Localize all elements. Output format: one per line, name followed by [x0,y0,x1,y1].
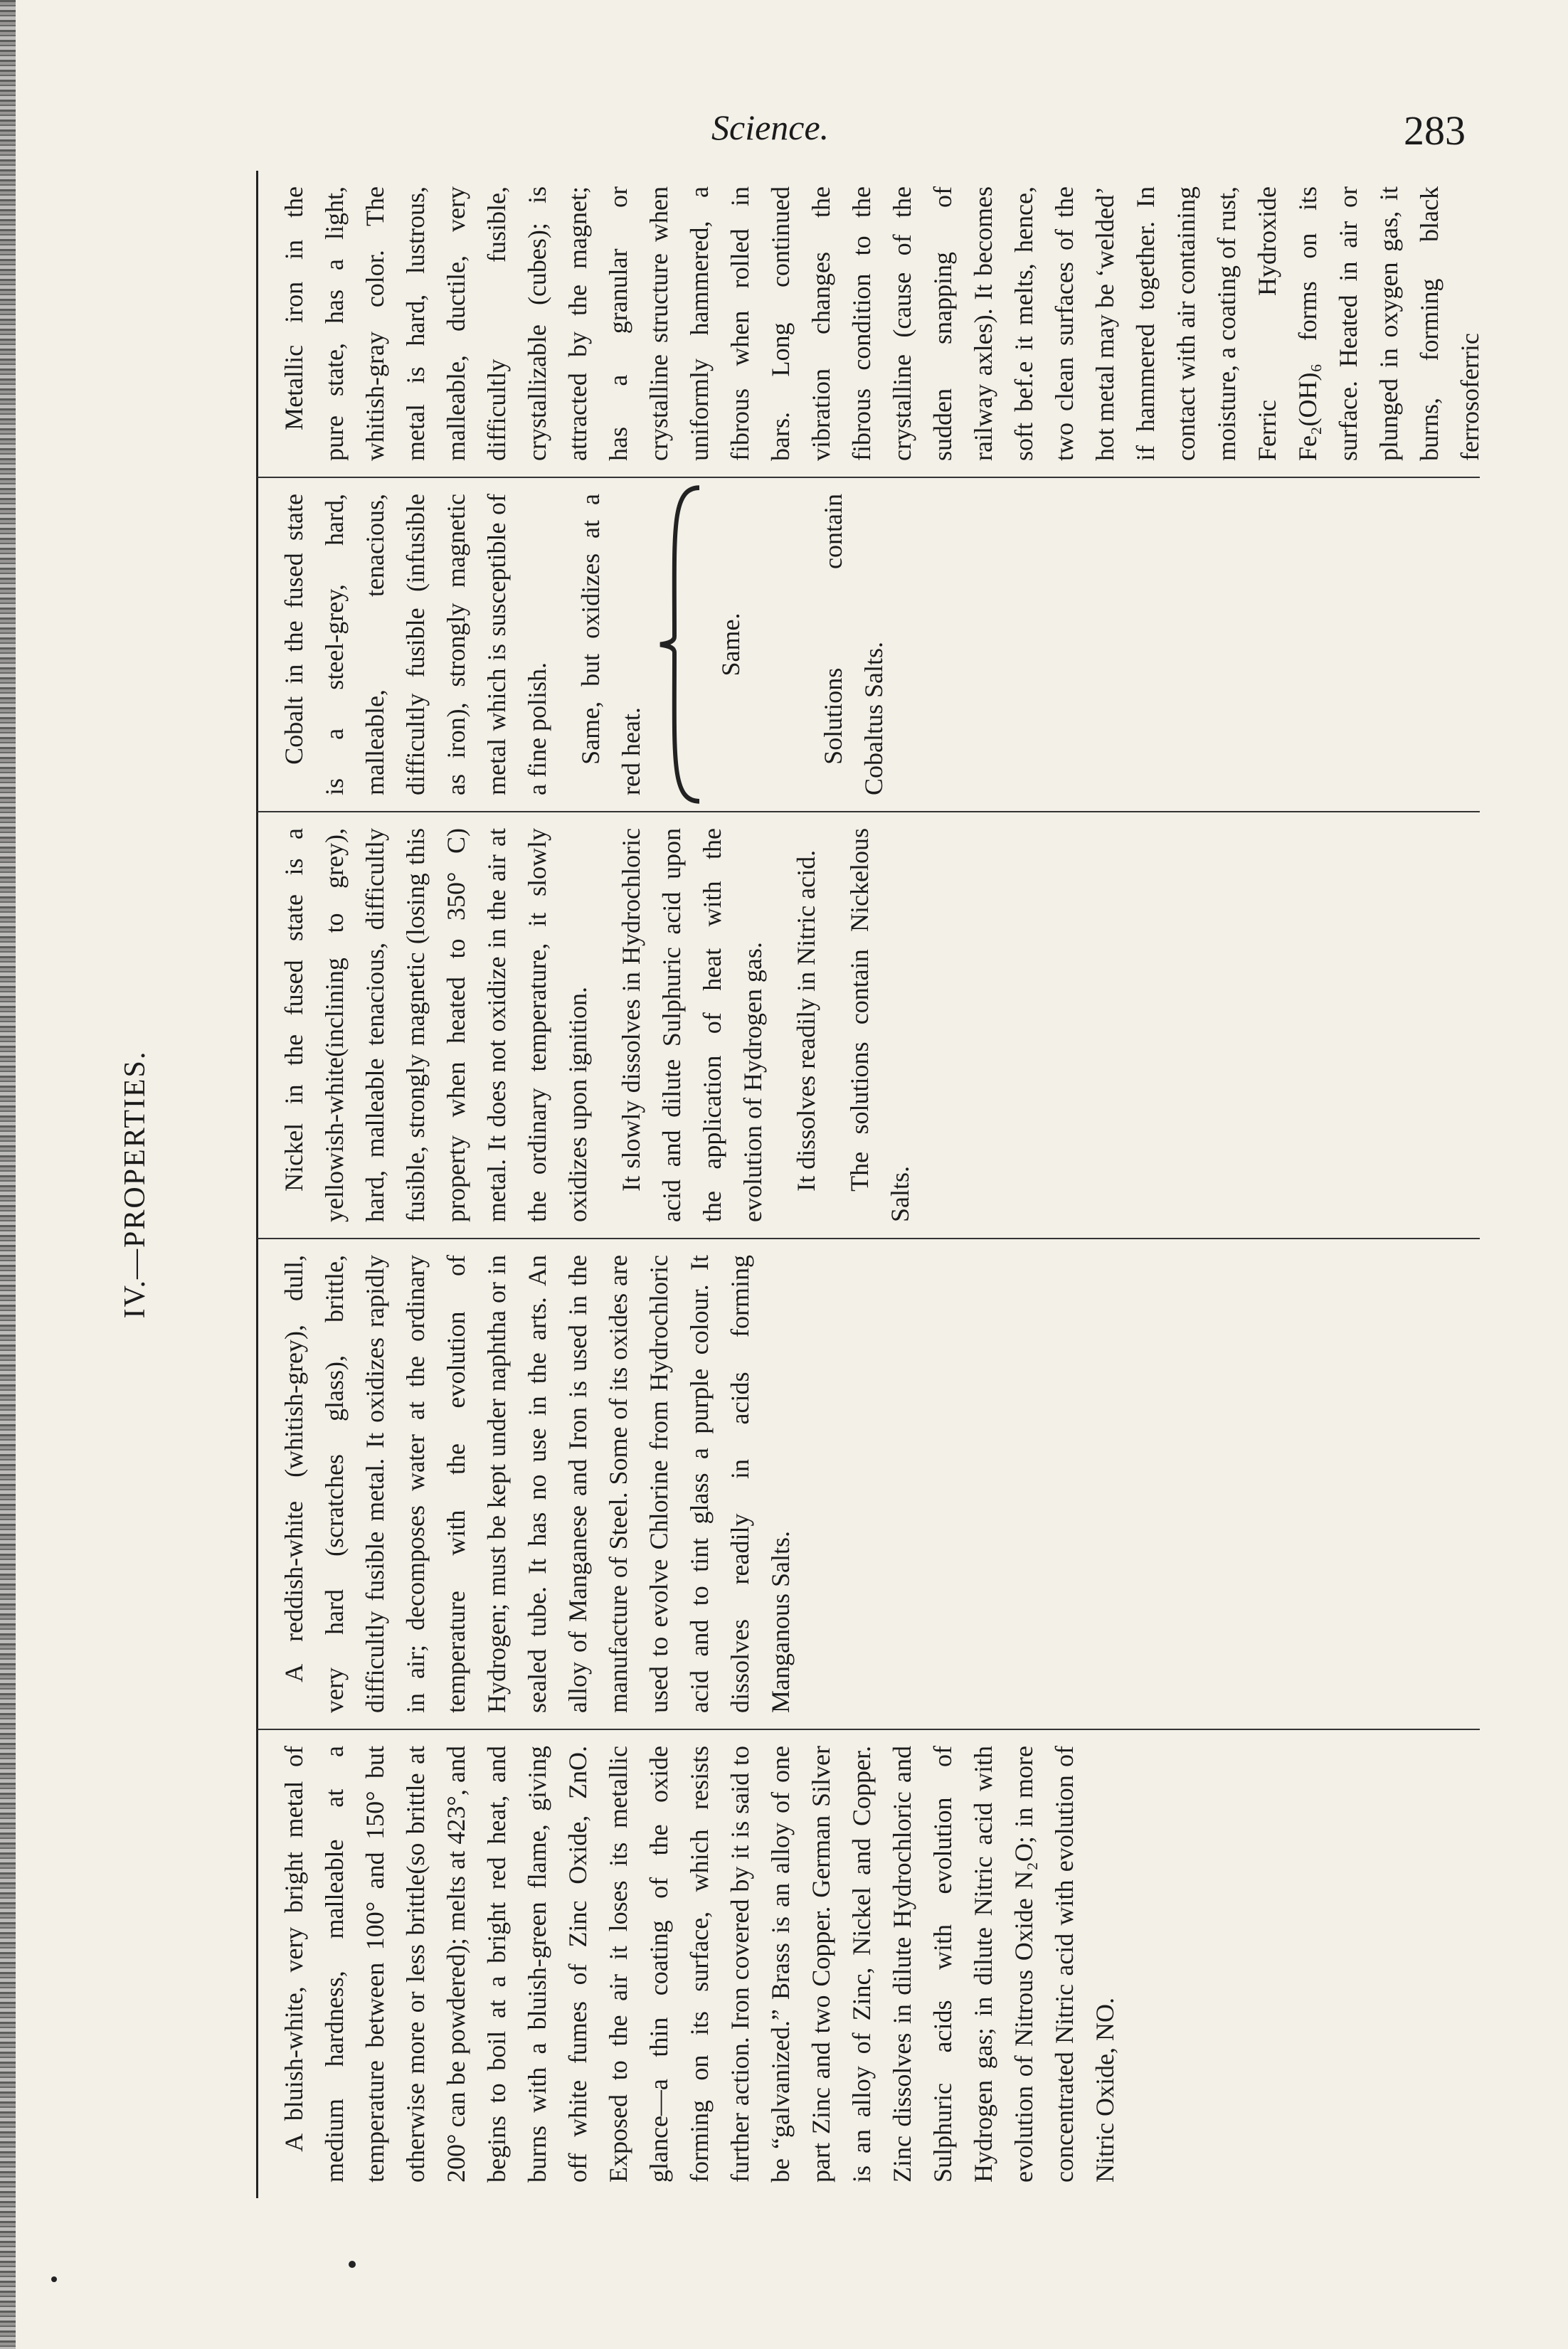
column-nickel [256,811,1480,1238]
column-text: The solutions contain Nickelous Salts. [845,828,914,1222]
column-text: Same, but oxidizes at a red heat. [576,494,645,795]
same-label: Same. [716,613,745,677]
column-zinc [256,1729,1480,2198]
column-text: It dissolves readily in Nitric acid. [792,849,820,1192]
column-text: Cobalt in the fused state is a steel-grey, hard, malleable, tenacious, difficultly fusible (infusible as iron), strongly magnetic metal which is susceptible of a fine polish. [280,494,551,795]
rotated-page-body [107,171,1494,2198]
section-title: IV.—PROPERTIES. [119,1050,152,1319]
page-number: 283 [1404,107,1466,154]
running-title: Science. [711,107,830,147]
column-text: Solutions contain Cobaltus Salts. [819,494,888,795]
page-binding-edge [0,0,16,2349]
column-text: Metallic iron in the pure state, has a light, whitish-gray color. The metal is hard, lustrous, malleable, ductile, very difficultly fusible, crystallizable (cubes); is attracted by the magnet; has a granular or crystalline structure when uniformly hammered, a fibrous when rolled in bars. Long continued vibration changes the fibrous condition to the crystalline (cause of the sudden snapping of railway axles). It becomes soft bef.e it melts, hence, two clean surfaces of the hot metal may be ‘welded’ if hammered together. In contact with air containing moisture, a coating of rust, Ferric Hydroxide Fe₂(OH)₆ forms on its surface. Heated in air or plunged in oxygen gas, it burns, forming black ferrosoferric [280,186,1484,461]
column-manganese [256,1238,1480,1729]
ink-speck [51,2276,57,2282]
column-text: A reddish-white (whitish-grey), dull, very hard (scratches glass), brittle, difficultly fusible metal. It oxidizes rapidly in air; decomposes water at the ordinary temperature with the evolution of Hydrogen; must be kept under naphtha or in sealed tube. It has no use in the arts. An alloy of Manganese and Iron is used in the manufacture of Steel. Some of its oxides are used to evolve Chlorine from Hydrochloric acid and to tint glass a purple colour. It dissolves readily in acids forming Manganous Salts. [280,1255,795,1713]
column-text: Nickel in the fused state is a yellowish-white(inclining to grey), hard, malleable tenacious, difficultly fusible, strongly magnetic (losing this property when heated to 350° C) metal. It does not oxidize in the air at the ordinary temperature, it slowly oxidizes upon ignition. [280,828,592,1222]
column-iron [256,171,1484,477]
curly-brace-icon [657,484,706,805]
column-text: It slowly dissolves in Hydrochloric acid and dilute Sulphuric acid upon the application of heat with the evolution of Hydrogen gas. [617,828,767,1222]
column-cobalt [256,477,1480,811]
properties-table [256,171,1484,2198]
ink-speck [349,2261,356,2268]
running-head [711,107,1466,164]
column-text: A bluish-white, very bright metal of medium hardness, malleable at a temperature between 100° and 150° but otherwise more or less brittle(so brittle at 200° can be powdered); melts at 423°, and begins to boil at a bright red heat, and burns with a bluish-green flame, giving off white fumes of Zinc Oxide, ZnO. Exposed to the air it loses its metallic glance—a thin coating of the oxide forming on its surface, which resists further action. Iron covered by it is said to be “galvanized.” Brass is an alloy of one part Zinc and two Copper. German Silver is an alloy of Zinc, Nickel and Copper. Zinc dissolves in dilute Hydrochloric and Sulphuric acids with evolution of Hydrogen gas; in dilute Nitric acid with evolution of Nitrous Oxide N₂O; in more concentrated Nitric acid with evolution of Nitric Oxide, NO. [280,1746,1119,2183]
